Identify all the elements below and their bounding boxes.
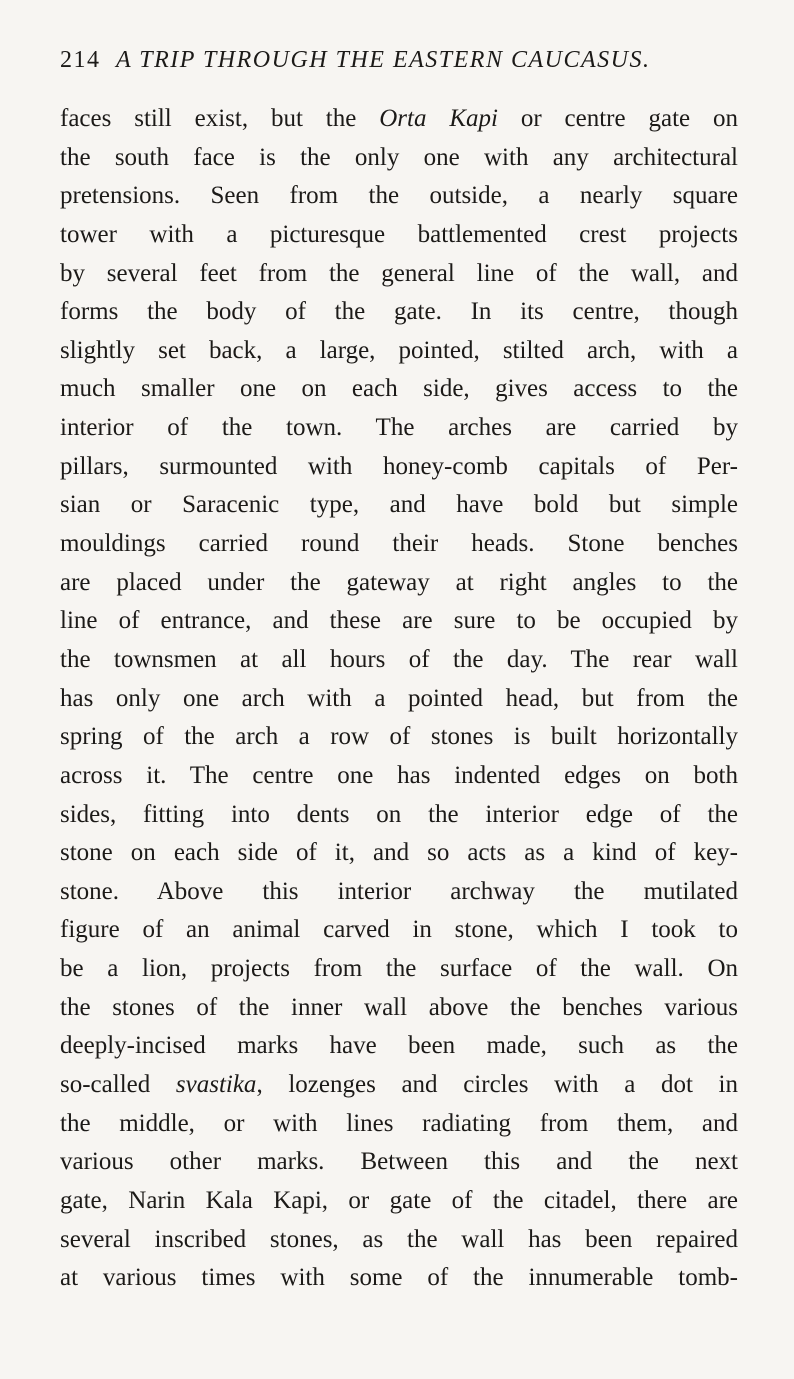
text-line <box>60 332 738 371</box>
text-run: pillars, surmounted with honey-comb capitals of Per- <box>60 452 738 480</box>
text-run: at various times with some of the innumerable tomb- <box>60 1264 738 1292</box>
text-run: gate, Narin Kala Kapi, or gate of the citadel, there are <box>60 1186 738 1214</box>
text-run: stone. Above this interior archway the mutilated <box>60 877 738 905</box>
text-line <box>60 757 738 796</box>
text-line <box>60 409 738 448</box>
running-head <box>60 44 740 76</box>
text-line <box>60 950 738 989</box>
text-run: mouldings carried round their heads. Stone benches <box>60 530 738 558</box>
text-line <box>60 177 738 216</box>
text-run: or centre gate on <box>497 105 738 132</box>
page-number: 214 <box>60 47 101 73</box>
text-line <box>60 1182 738 1221</box>
text-line <box>60 370 738 409</box>
text-line <box>60 1259 738 1298</box>
text-line <box>60 1221 738 1260</box>
text-run: the south face is the only one with any architectural <box>60 143 738 171</box>
text-run: sian or Saracenic type, and have bold but simple <box>60 491 738 519</box>
text-line <box>60 293 738 332</box>
text-run: sides, fitting into dents on the interior edge of the <box>60 800 738 828</box>
italic-term: Orta Kapi <box>379 105 498 132</box>
text-line <box>60 873 738 912</box>
text-run: the stones of the inner wall above the benches various <box>60 993 738 1021</box>
text-line <box>60 448 738 487</box>
text-line <box>60 525 738 564</box>
text-run: stone on each side of it, and so acts as a kind of key- <box>60 839 738 867</box>
text-run: several inscribed stones, as the wall has been repaired <box>60 1225 738 1253</box>
text-run: slightly set back, a large, pointed, stilted arch, with a <box>60 336 738 364</box>
text-run: tower with a picturesque battlemented crest projects <box>60 220 738 248</box>
text-line <box>60 139 738 178</box>
text-run: so-called <box>60 1071 176 1099</box>
text-run: are placed under the gateway at right angles to the <box>60 568 738 596</box>
text-run: the townsmen at all hours of the day. The rear wall <box>60 645 738 673</box>
text-line <box>60 216 738 255</box>
text-run: various other marks. Between this and the next <box>60 1148 738 1176</box>
text-line <box>60 989 738 1028</box>
text-run: be a lion, projects from the surface of the wall. On <box>60 955 738 983</box>
text-run: by several feet from the general line of the wall, and <box>60 259 738 287</box>
text-line <box>60 718 738 757</box>
text-run: line of entrance, and these are sure to be occupied by <box>60 607 738 635</box>
text-line <box>60 680 738 719</box>
text-line <box>60 602 738 641</box>
text-line <box>60 564 738 603</box>
text-run: deeply-incised marks have been made, such as the <box>60 1032 738 1060</box>
text-run: across it. The centre one has indented edges on both <box>60 761 738 789</box>
text-line <box>60 100 738 139</box>
italic-term: svastika <box>175 1071 257 1099</box>
text-run: forms the body of the gate. In its centre, though <box>60 298 738 326</box>
text-line <box>60 834 738 873</box>
text-run: interior of the town. The arches are carried by <box>60 414 738 442</box>
text-line <box>60 1027 738 1066</box>
text-line <box>60 255 738 294</box>
text-line <box>60 911 738 950</box>
text-line <box>60 1105 738 1144</box>
text-run: figure of an animal carved in stone, which I took to <box>60 916 738 944</box>
text-run: pretensions. Seen from the outside, a nearly square <box>60 182 738 210</box>
body-text <box>60 100 738 1298</box>
text-run: the middle, or with lines radiating from them, and <box>60 1109 738 1137</box>
text-run: faces still exist, but the <box>60 105 380 132</box>
text-line <box>60 1143 738 1182</box>
text-run: , lozenges and circles with a dot in <box>256 1071 738 1099</box>
text-run: has only one arch with a pointed head, but from the <box>60 684 738 712</box>
text-line <box>60 796 738 835</box>
text-line <box>60 486 738 525</box>
running-title: A TRIP THROUGH THE EASTERN CAUCASUS. <box>116 47 651 73</box>
text-run: spring of the arch a row of stones is built horizontally <box>60 723 738 751</box>
text-run: much smaller one on each side, gives access to the <box>60 375 738 403</box>
text-line <box>60 1066 738 1105</box>
text-line <box>60 641 738 680</box>
